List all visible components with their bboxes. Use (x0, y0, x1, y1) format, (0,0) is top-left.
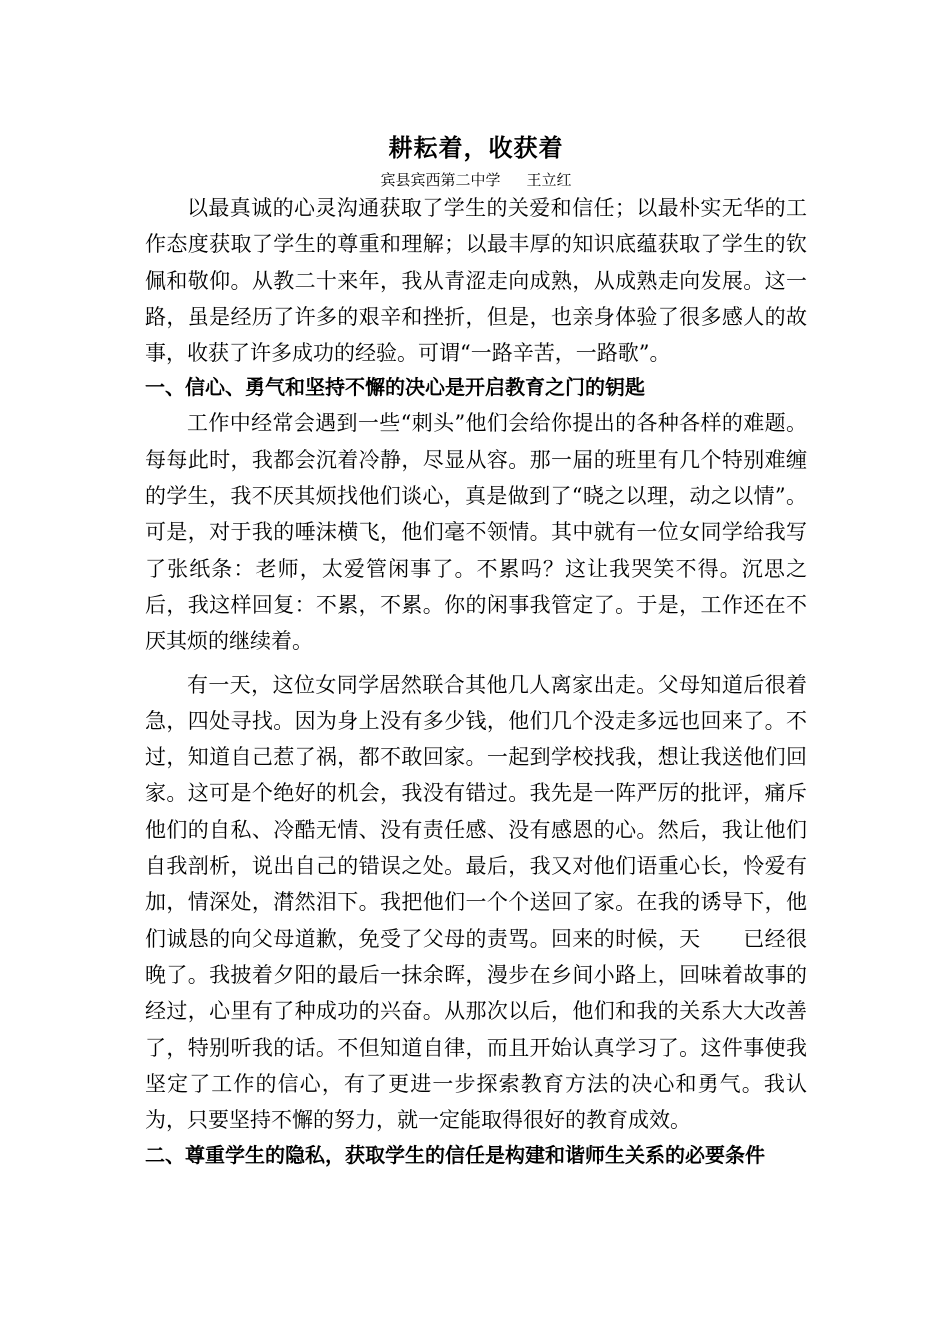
section-1-paragraph-2: 有一天，这位女同学居然联合其他几人离家出走。父母知道后很着急，四处寻找。因为身上没有多少钱，他们几个没走多远也回来了。不过，知道自己惹了祸，都不敢回家。一起到学校找我，想让我送他们回家。这可是个绝好的机会，我没有错过。我先是一阵严厉的批评，痛斥他们的自私、冷酷无情、没有责任感、没有感恩的心。然后，我让他们自我剖析，说出自己的错误之处。最后，我又对他们语重心长，怜爱有加，情深处，潸然泪下。我把他们一个个送回了家。在我的诱导下，他们诚恳的向父母道歉，免受了父母的责骂。回来的时候，天 已经很晚了。我披着夕阳的最后一抹余晖，漫步在乡间小路上，回味着故事的经过，心里有了种成功的兴奋。从那次以后，他们和我的关系大大改善了，特别听我的话。不但知道自律，而且开始认真学习了。这件事使我坚定了工作的信心，有了更进一步探索教育方法的决心和勇气。我认为，只要坚持不懈的努力，就一定能取得很好的教育成效。 (145, 672, 807, 1133)
byline-school: 宾县宾西第二中学 (380, 171, 501, 189)
intro-paragraph: 以最真诚的心灵沟通获取了学生的关爱和信任；以最朴实无华的工作态度获取了学生的尊重和理解；以最丰厚的知识底蕴获取了学生的钦佩和敬仰。从教二十来年，我从青涩走向成熟，从成熟走向发展。这一路，虽是经历了许多的艰辛和挫折，但是，也亲身体验了很多感人的故事，收获了许多成功的经验。可谓“一路辛苦，一路歌”。 (145, 196, 807, 366)
document-title: 耕耘着，收获着 (388, 134, 564, 162)
document-page (145, 130, 807, 1172)
byline (145, 170, 807, 190)
section-2-heading: 二、尊重学生的隐私，获取学生的信任是构建和谐师生关系的必要条件 (145, 1143, 765, 1168)
section-1-heading: 一、信心、勇气和坚持不懈的决心是开启教育之门的钥匙 (145, 375, 645, 400)
section-1-paragraph-1: 工作中经常会遇到一些“刺头”他们会给你提出的各种各样的难题。每每此时，我都会沉着冷静，尽显从容。那一届的班里有几个特别难缠的学生，我不厌其烦找他们谈心，真是做到了“晓之以理，动之以情”。可是，对于我的唾沫横飞，他们毫不领情。其中就有一位女同学给我写了张纸条：老师，太爱管闲事了。不累吗？这让我哭笑不得。沉思之后，我这样回复：不累，不累。你的闲事我管定了。于是，工作还在不厌其烦的继续着。 (145, 411, 807, 654)
byline-author: 王立红 (526, 171, 572, 189)
